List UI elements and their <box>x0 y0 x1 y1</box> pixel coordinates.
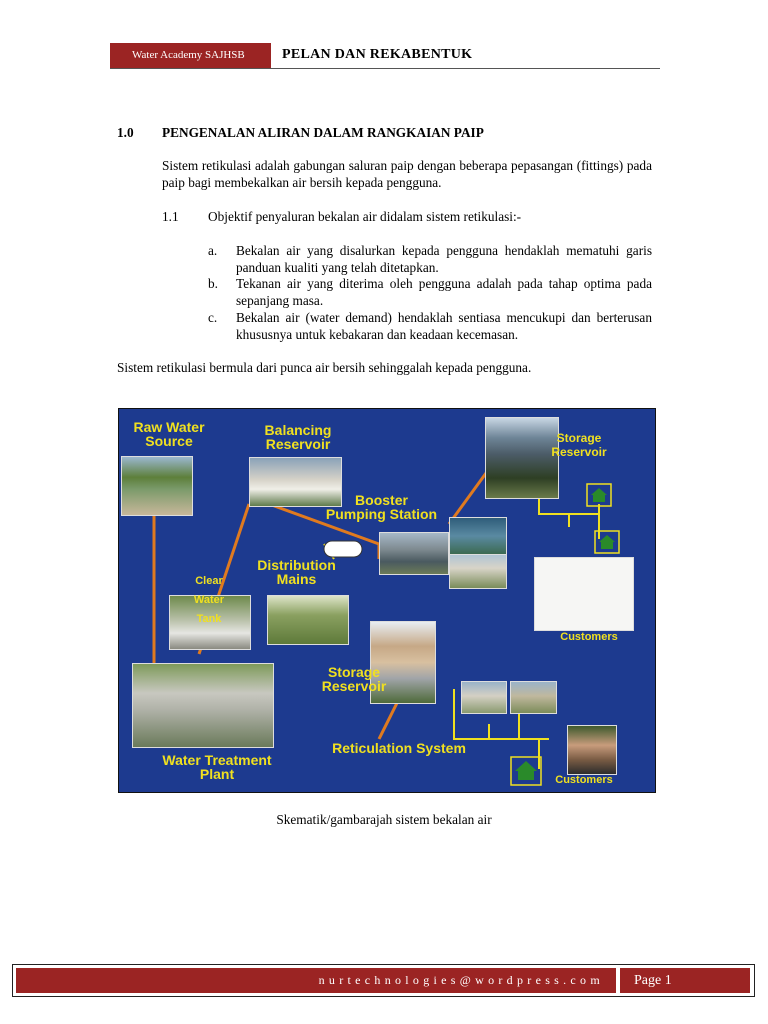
pump-building-photo <box>449 554 507 589</box>
label-raw-water: Raw Water Source <box>133 419 205 449</box>
objective-letter-c: c. <box>208 310 218 325</box>
objective-text-b: Tekanan air yang diterima oleh pengguna adalah pada tahap optima pada sepanjang masa. <box>236 276 652 308</box>
label-water-treatment-plant: Water Treatment Plant <box>162 752 272 782</box>
label-customers-bottom: Customers <box>555 774 613 786</box>
section-title: PENGENALAN ALIRAN DALAM RANGKAIAN PAIP <box>162 125 484 140</box>
raw-water-photo <box>121 456 193 516</box>
label-balancing-reservoir: Balancing Reservoir <box>264 422 332 452</box>
page-number: Page 1 <box>634 973 672 988</box>
intro-paragraph: Sistem retikulasi adalah gabungan saluran paip dengan beberapa pepasangan (fittings) pada paip bagi membekalkan air bersih kepada pengguna. <box>162 158 652 190</box>
footer-email: nurtechnologies@wordpress.com <box>318 973 604 987</box>
subsection-number: 1.1 <box>162 209 179 224</box>
label-distribution-mains: Distribution Mains <box>257 557 336 587</box>
section-number: 1.0 <box>117 125 134 140</box>
objective-text-a: Bekalan air yang disalurkan kepada pengguna hendaklah mematuhi garis panduan kualiti yang telah ditetapkan. <box>236 243 652 275</box>
customer-plan-drawing <box>534 557 634 631</box>
reticulation-photo-1 <box>461 681 507 714</box>
header-rule <box>110 68 660 69</box>
objective-letter-b: b. <box>208 276 218 291</box>
figure-caption: Skematik/gambarajah sistem bekalan air <box>276 812 492 827</box>
house-icon <box>515 761 537 780</box>
objective-text-c: Bekalan air (water demand) hendaklah sentiasa mencukupi dan berterusan khususnya untuk kebakaran dan keadaan kecemasan. <box>236 310 652 342</box>
label-storage-reservoir-mid: Storage Reservoir <box>321 664 387 694</box>
label-customers-top: Customers <box>560 631 618 643</box>
subsection-title: Objektif penyaluran bekalan air didalam sistem retikulasi:- <box>208 209 522 224</box>
label-reticulation-system: Reticulation System <box>332 740 466 756</box>
booster-tank <box>324 541 362 557</box>
header-title: PELAN DAN REKABENTUK <box>282 47 473 62</box>
flow-sentence: Sistem retikulasi bermula dari punca air bersih sehinggalah kepada pengguna. <box>117 360 532 375</box>
header-org: Water Academy SAJHSB <box>132 49 245 61</box>
header-org-box <box>110 43 271 68</box>
house-icon <box>591 488 607 502</box>
footer-email-box <box>16 968 616 993</box>
label-booster-pumping-station: Booster Pumping Station <box>325 492 438 522</box>
footer <box>12 964 755 997</box>
booster-station-photo <box>379 532 449 575</box>
label-clear-water-tank: Clear Water Tank <box>193 575 225 625</box>
label-storage-reservoir-top: Storage Reservoir <box>551 431 607 459</box>
objective-letter-a: a. <box>208 243 218 258</box>
house-icon <box>599 535 615 549</box>
distribution-mains-photo <box>267 595 349 645</box>
water-treatment-plant-photo <box>132 663 274 748</box>
customer-drinking-photo <box>567 725 617 775</box>
footer-page-box <box>620 968 750 993</box>
reticulation-photo-2 <box>510 681 557 714</box>
water-supply-diagram <box>118 408 656 793</box>
pump-room-photo <box>449 517 507 555</box>
